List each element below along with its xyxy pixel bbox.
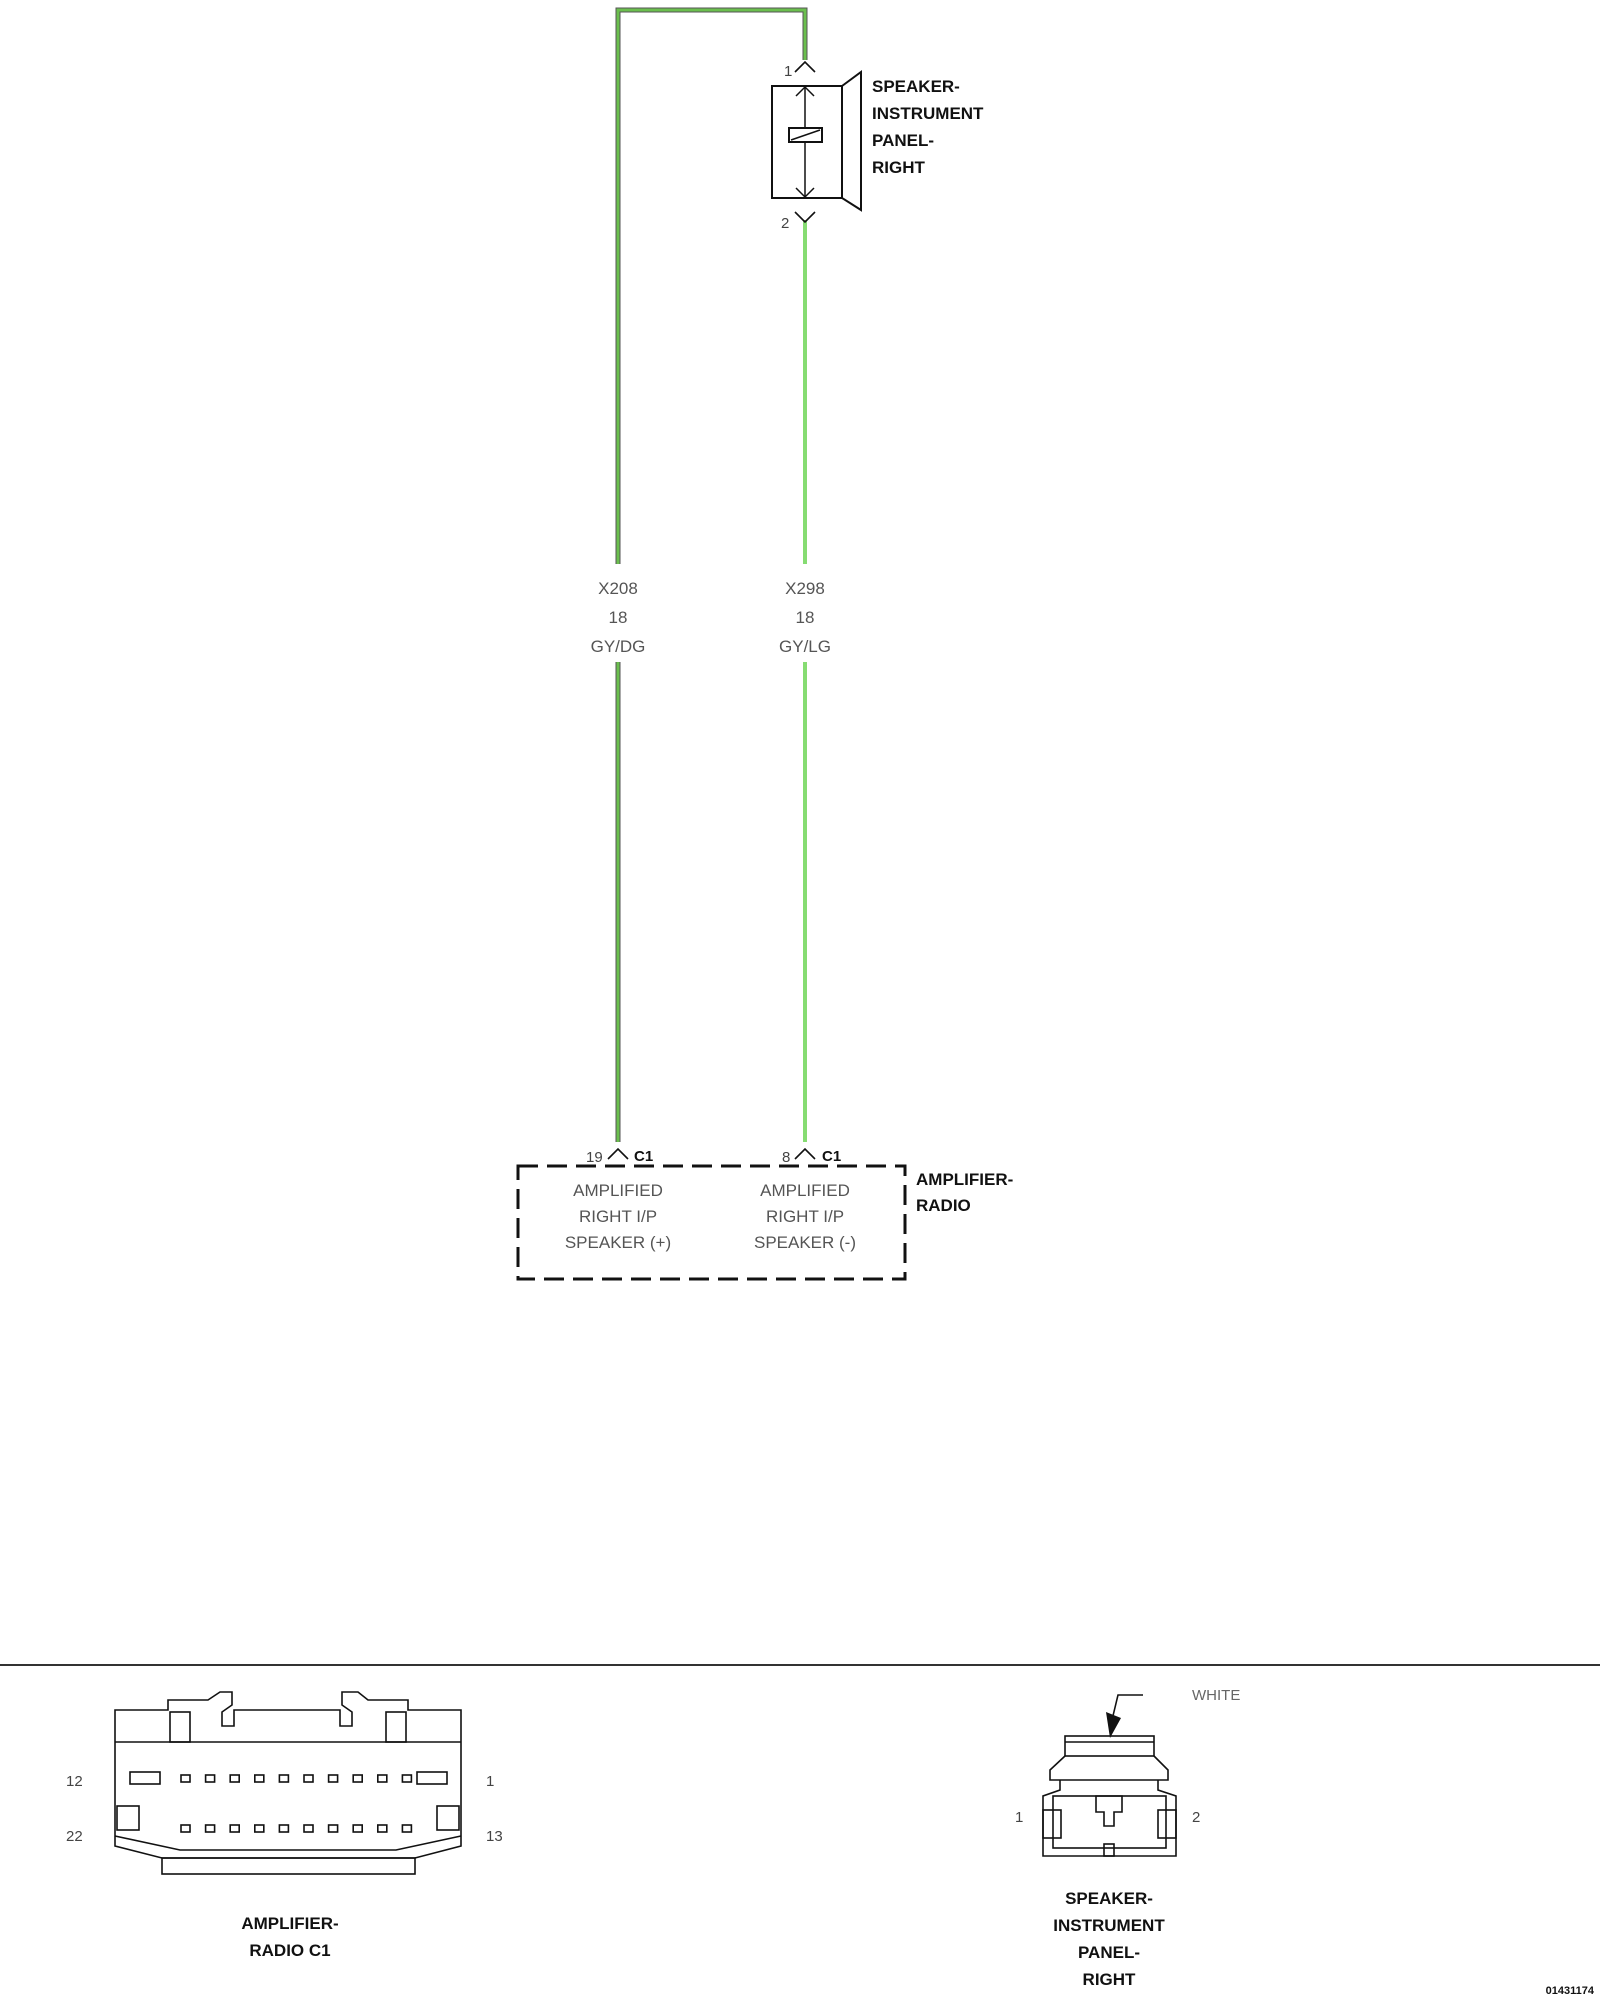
amp-connector-pin-1: 1 xyxy=(486,1773,495,1790)
amp-pin-19-function-line-2: RIGHT I/P xyxy=(578,1207,658,1226)
amp-connector-pin-22: 22 xyxy=(66,1828,83,1845)
speaker-connector-cavity-left xyxy=(1043,1810,1061,1838)
amp-connector-key-right xyxy=(437,1806,459,1830)
amp-pin-19-terminal xyxy=(608,1149,628,1159)
amp-connector-caption-line-2: RADIO C1 xyxy=(249,1941,331,1960)
speaker-name-line-2: INSTRUMENT xyxy=(872,104,984,123)
speaker-connector-caption-line-3: PANEL- xyxy=(1077,1943,1141,1962)
wire-circuit-label: X208 xyxy=(598,579,638,598)
speaker-connector-shoulder xyxy=(1050,1756,1168,1780)
amp-bottom-row-pin-cavity xyxy=(353,1825,362,1832)
amp-top-row-pin-cavity xyxy=(255,1775,264,1782)
amp-bottom-row-pin-cavity xyxy=(255,1825,264,1832)
amp-connector-pin-13: 13 xyxy=(486,1828,503,1845)
speaker-symbol xyxy=(772,62,984,232)
amp-connector-bottom-row xyxy=(181,1825,411,1832)
amp-top-row-pin-cavity xyxy=(402,1775,411,1782)
amp-pin-19-number: 19 xyxy=(586,1149,603,1166)
amp-top-row-pin-cavity xyxy=(279,1775,288,1782)
amp-top-row-pin-cavity xyxy=(304,1775,313,1782)
amp-bottom-row-pin-cavity xyxy=(181,1825,190,1832)
amp-connector-pin-12: 12 xyxy=(66,1773,83,1790)
amp-top-row-pin-cavity xyxy=(181,1775,190,1782)
speaker-connector-key xyxy=(1096,1796,1122,1826)
amp-bottom-row-pin-cavity xyxy=(206,1825,215,1832)
amp-pin-8-function-line-2: RIGHT I/P xyxy=(765,1207,845,1226)
speaker-connector-caption-line-2: INSTRUMENT xyxy=(1053,1916,1165,1935)
wire-gauge-label: 18 xyxy=(608,608,628,627)
speaker-name-line-1: SPEAKER- xyxy=(872,77,960,96)
amp-pin-19-function-line-3: SPEAKER (+) xyxy=(564,1233,672,1252)
amp-pin-8-function-line-3: SPEAKER (-) xyxy=(753,1233,857,1252)
amplifier-name-line-1: AMPLIFIER- xyxy=(916,1170,1014,1189)
speaker-connector-cavity-right xyxy=(1158,1810,1176,1838)
wire-color-label: GY/LG xyxy=(779,637,831,656)
amp-connector-key-left xyxy=(117,1806,139,1830)
wire-label-x208 xyxy=(591,579,646,656)
amp-pin-19-function-line-1: AMPLIFIED xyxy=(573,1181,663,1200)
color-callout-arrow-icon xyxy=(1106,1712,1121,1738)
amp-connector-top-row xyxy=(181,1775,411,1782)
speaker-name-line-3: PANEL- xyxy=(872,131,935,150)
speaker-connector-inner xyxy=(1053,1796,1166,1848)
amp-connector-latch-left xyxy=(170,1712,190,1742)
speaker-cone xyxy=(842,72,861,210)
speaker-connector-color: WHITE xyxy=(1192,1687,1241,1704)
color-callout-leader xyxy=(1112,1695,1143,1720)
speaker-connector-caption-line-4: RIGHT xyxy=(1082,1970,1136,1989)
amp-bottom-row-pin-cavity xyxy=(402,1825,411,1832)
wire-label-x298 xyxy=(779,579,831,656)
amp-connector-latch-right xyxy=(386,1712,406,1742)
wire-circuit-label: X298 xyxy=(785,579,825,598)
amplifier-radio xyxy=(518,1148,1013,1279)
figure-id: 01431174 xyxy=(1545,1985,1594,1997)
amp-bottom-row-pin-cavity xyxy=(378,1825,387,1832)
speaker-connector-foot xyxy=(1104,1844,1114,1856)
speaker-name xyxy=(872,77,984,177)
amp-pin-8-function-line-1: AMPLIFIED xyxy=(760,1181,850,1200)
amp-bottom-row-pin-cavity xyxy=(329,1825,338,1832)
wire-color-label: GY/DG xyxy=(590,637,646,656)
speaker-pin-bottom: 2 xyxy=(781,215,790,232)
speaker-pin-top: 1 xyxy=(784,63,793,80)
amp-bottom-row-pin-cavity xyxy=(304,1825,313,1832)
amp-top-row-pin-cavity xyxy=(353,1775,362,1782)
amp-top-row-pin-cavity xyxy=(378,1775,387,1782)
amp-connector-slot-right xyxy=(417,1772,447,1784)
speaker-name-line-4: RIGHT xyxy=(872,158,925,177)
pin-1-terminal xyxy=(795,62,815,72)
amp-pin-8-number: 8 xyxy=(782,1149,791,1166)
amp-pin-8-terminal xyxy=(795,1149,815,1159)
amp-connector-caption-line-1: AMPLIFIER- xyxy=(241,1914,339,1933)
speaker-connector-pin-2: 2 xyxy=(1192,1809,1201,1826)
amp-top-row-pin-cavity xyxy=(206,1775,215,1782)
speaker-connector-pin-1: 1 xyxy=(1015,1809,1024,1826)
speaker-connector-top xyxy=(1065,1736,1154,1756)
amp-pin-8-connector: C1 xyxy=(822,1148,842,1165)
wire-gauge-label: 18 xyxy=(795,608,815,627)
amp-connector-view xyxy=(115,1692,461,1874)
amp-bottom-row-pin-cavity xyxy=(230,1825,239,1832)
speaker-connector-caption-line-1: SPEAKER- xyxy=(1065,1889,1153,1908)
amp-bottom-row-pin-cavity xyxy=(279,1825,288,1832)
amp-connector-bottom-ledge xyxy=(115,1836,461,1850)
amp-connector-slot-left xyxy=(130,1772,160,1784)
amplifier-name-line-2: RADIO xyxy=(916,1196,971,1215)
amp-connector-skirt xyxy=(162,1858,415,1874)
amp-top-row-pin-cavity xyxy=(329,1775,338,1782)
amp-top-row-pin-cavity xyxy=(230,1775,239,1782)
amp-pin-19-connector: C1 xyxy=(634,1148,654,1165)
